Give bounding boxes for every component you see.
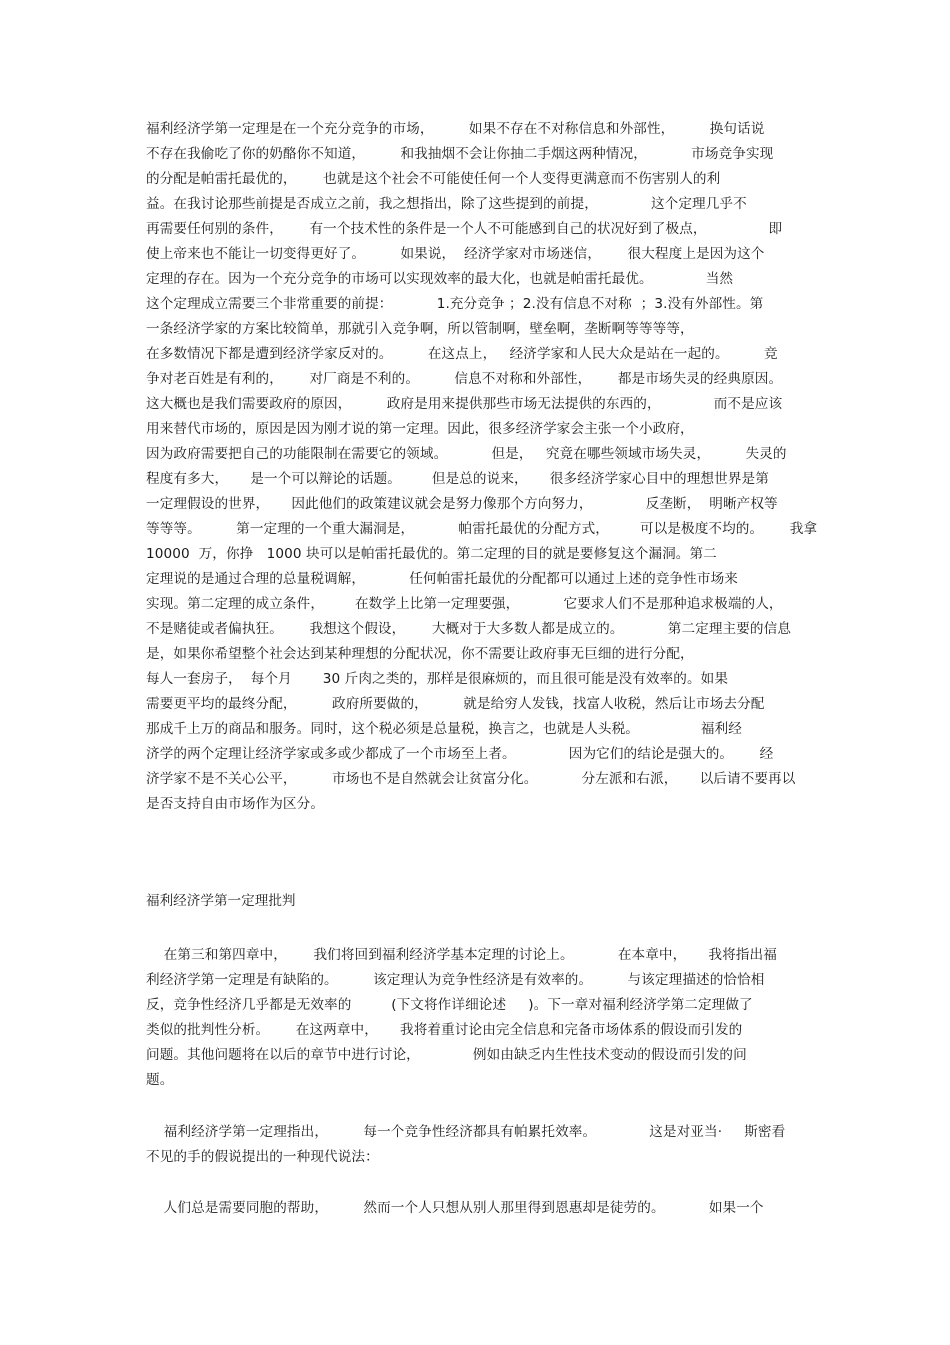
text-line: 争对老百姓是有利的， 对厂商是不利的。 信息不对称和外部性， 都是市场失灵的经典原因。 [146,371,783,387]
text-line: 因为政府需要把自己的功能限制在需要它的领域。 但是， 究竟在哪些领域市场失灵， 失灵的 [146,446,787,462]
text-line: 每人一套房子， 每个月 30 斤肉之类的，那样是很麻烦的，而且很可能是没有效率的。如果 [146,671,729,687]
text-line: 不是赌徒或者偏执狂。 我想这个假设， 大概对于大多数人都是成立的。 第二定理主要的信息 [146,621,792,637]
text-line: 在多数情况下都是遭到经济学家反对的。 在这点上， 经济学家和人民大众是站在一起的。 竞 [146,346,778,362]
text-line: 实现。第二定理的成立条件， 在数学上比第一定理要强， 它要求人们不是那种追求极端的人， [146,596,783,612]
text-line: 定理说的是通过合理的总量税调解， 任何帕雷托最优的分配都可以通过上述的竞争性市场来 [146,571,738,587]
text-line: 一定理假设的世界， 因此他们的政策建议就会是努力像那个方向努力， 反垄断， 明晰产权等 [146,496,778,512]
text-line: 类似的批判性分析。 在这两章中， 我将着重讨论由完全信息和完备市场体系的假设而引发的 [146,1022,743,1038]
text-line: 人们总是需要同胞的帮助， 然而一个人只想从别人那里得到恩惠却是徒劳的。 如果一个 [146,1200,764,1216]
text-line: 用来替代市场的，原因是因为刚才说的第一定理。因此，很多经济学家会主张一个小政府， [146,421,694,437]
text-line: 再需要任何别的条件， 有一个技术性的条件是一个人不可能感到自己的状况好到了极点， 即 [146,221,783,237]
text-line: 反，竞争性经济几乎都是无效率的 (下文将作详细论述 )。下一章对福利经济学第二定理做了 [146,997,753,1013]
text-line: 那成千上万的商品和服务。同时，这个税必须是总量税，换言之，也就是人头税。 福利经 [146,721,742,737]
text-line: 不见的手的假说提出的一种现代说法： [146,1149,379,1165]
text-line: 利经济学第一定理是有缺陷的。 该定理认为竞争性经济是有效率的。 与该定理描述的恰恰相 [146,972,765,988]
text-line: 这大概也是我们需要政府的原因， 政府是用来提供那些市场无法提供的东西的， 而不是应该 [146,396,783,412]
text-line: 福利经济学第一定理是在一个充分竞争的市场， 如果不存在不对称信息和外部性， 换句话说 [146,121,765,137]
text-line: 在第三和第四章中， 我们将回到福利经济学基本定理的讨论上。 在本章中， 我将指出福 [146,947,777,963]
section-heading: 福利经济学第一定理批判 [146,893,296,909]
text-line: 一条经济学家的方案比较简单，那就引入竞争啊，所以管制啊，壁垒啊，垄断啊等等等等， [146,321,694,337]
text-line: 问题。其他问题将在以后的章节中进行讨论， 例如由缺乏内生性技术变动的假设而引发的问 [146,1047,747,1063]
text-line: 程度有多大， 是一个可以辩论的话题。 但是总的说来， 很多经济学家心目中的理想世界是第 [146,471,769,487]
text-line: 题。 [146,1072,174,1088]
text-line: 福利经济学第一定理指出， 每一个竞争性经济都具有帕累托效率。 这是对亚当· 斯密看 [146,1124,786,1140]
text-line: 需要更平均的最终分配， 政府所要做的， 就是给穷人发钱，找富人收税，然后让市场去分配 [146,696,765,712]
text-line: 10000 万，你挣 1000 块可以是帕雷托最优的。第二定理的目的就是要修复这个漏洞。第二 [146,546,717,562]
text-line: 是，如果你希望整个社会达到某种理想的分配状况，你不需要让政府事无巨细的进行分配， [146,646,694,662]
text-line: 的分配是帕雷托最优的， 也就是这个社会不可能使任何一个人变得更满意而不伤害别人的利 [146,171,721,187]
text-line: 使上帝来也不能让一切变得更好了。 如果说， 经济学家对市场迷信， 很大程度上是因为这个 [146,246,765,262]
text-line: 益。在我讨论那些前提是否成立之前，我之想指出，除了这些提到的前提， 这个定理几乎不 [146,196,747,212]
text-line: 是否支持自由市场作为区分。 [146,796,325,812]
text-line: 定理的存在。因为一个充分竞争的市场可以实现效率的最大化，也就是帕雷托最优。 当然 [146,271,734,287]
text-line: 等等等。 第一定理的一个重大漏洞是， 帕雷托最优的分配方式， 可以是极度不均的。 我拿 [146,521,818,537]
text-line: 这个定理成立需要三个非常重要的前提： 1.充分竞争 ；2.没有信息不对称 ；3.没有外部性。第 [146,296,764,312]
text-line: 济学家不是不关心公平， 市场也不是自然就会让贫富分化。 分左派和右派， 以后请不要再以 [146,771,796,787]
text-line: 济学的两个定理让经济学家或多或少都成了一个市场至上者。 因为它们的结论是强大的。 经 [146,746,774,762]
text-line: 不存在我偷吃了你的奶酪你不知道， 和我抽烟不会让你抽二手烟这两种情况， 市场竞争实现 [146,146,774,162]
